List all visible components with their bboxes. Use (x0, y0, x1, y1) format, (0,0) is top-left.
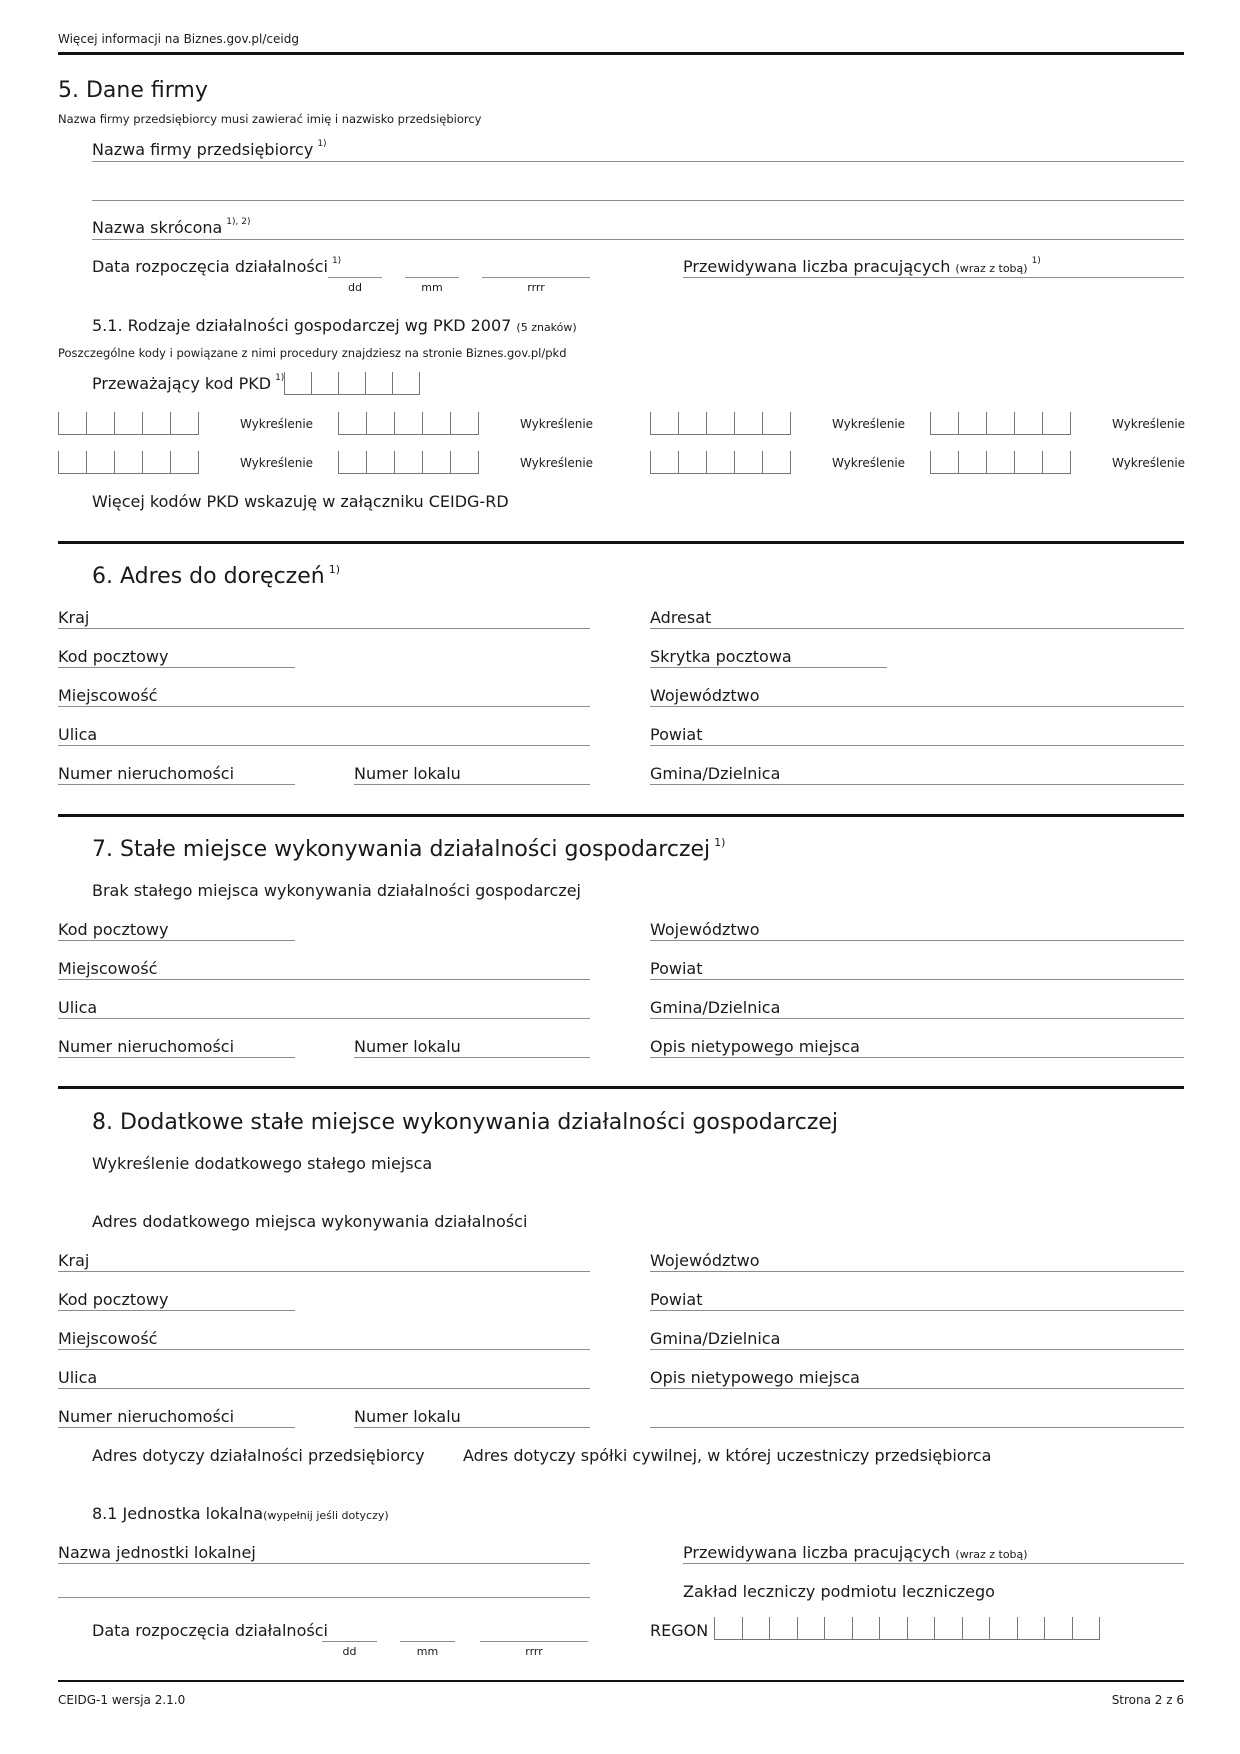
pkd-info: Poszczególne kody i powiązane z nimi procedury znajdziesz na stronie Biznes.gov.pl/pkd (58, 346, 567, 360)
country-label: Kraj (58, 1251, 90, 1270)
local-unit-name-label: Nazwa jednostki lokalnej (58, 1543, 256, 1562)
section-divider (58, 1086, 1184, 1089)
firm-name-field[interactable] (92, 161, 1184, 162)
city-label: Miejscowość (58, 959, 158, 978)
unit-start-year-field[interactable] (480, 1641, 588, 1642)
local-unit-name-field-line-2[interactable] (58, 1597, 590, 1598)
footer-rule (58, 1680, 1184, 1682)
municipality-field[interactable] (650, 1349, 1184, 1350)
regon-label: REGON (650, 1621, 709, 1640)
pkd-strike-label[interactable]: Wykreślenie (520, 417, 594, 431)
header-info: Więcej informacji na Biznes.gov.pl/ceidg (58, 32, 299, 46)
pkd-strike-label[interactable]: Wykreślenie (832, 417, 906, 431)
postal-code-label: Kod pocztowy (58, 920, 169, 939)
pkd-code-boxes[interactable] (58, 412, 199, 435)
short-name-field[interactable] (92, 239, 1184, 240)
pkd-code-boxes[interactable] (650, 451, 791, 474)
civil-partnership-address-option[interactable]: Adres dotyczy spółki cywilnej, w której uczestniczy przedsiębiorca (463, 1446, 992, 1465)
municipality-label: Gmina/Dzielnica (650, 1329, 781, 1348)
month-caption: mm (416, 1645, 439, 1658)
unit-employees-field[interactable] (683, 1563, 1184, 1564)
footer-version: CEIDG-1 wersja 2.1.0 (58, 1693, 186, 1707)
building-number-field[interactable] (58, 1427, 295, 1428)
street-field[interactable] (58, 1388, 590, 1389)
apartment-number-label: Numer lokalu (354, 1407, 461, 1426)
street-label: Ulica (58, 1368, 98, 1387)
po-box-field[interactable] (650, 667, 887, 668)
section-6-title: 6. Adres do doręczeń $^{1)}$ (92, 563, 341, 589)
section-5-note: Nazwa firmy przedsiębiorcy musi zawierać imię i nazwisko przedsiębiorcy (58, 112, 482, 126)
section-5-title: 5. Dane firmy (58, 78, 208, 103)
firm-name-label: Nazwa firmy przedsiębiorcy $^{1)}$ (92, 139, 327, 159)
county-field[interactable] (650, 1310, 1184, 1311)
unusual-place-label: Opis nietypowego miejsca (650, 1368, 860, 1387)
voivodeship-field[interactable] (650, 706, 1184, 707)
city-label: Miejscowość (58, 686, 158, 705)
day-caption: dd (348, 281, 362, 294)
country-field[interactable] (58, 1271, 590, 1272)
year-caption: rrrr (525, 1645, 543, 1658)
county-field[interactable] (650, 745, 1184, 746)
pkd-title: 5.1. Rodzaje działalności gospodarczej wg PKD 2007 (5 znaków) (92, 316, 577, 335)
county-field[interactable] (650, 979, 1184, 980)
building-number-field[interactable] (58, 1057, 295, 1058)
employees-label: Przewidywana liczba pracujących (wraz z tobą)$^{1)}$ (683, 256, 1041, 276)
year-caption: rrrr (527, 281, 545, 294)
po-box-label: Skrytka pocztowa (650, 647, 792, 666)
city-field[interactable] (58, 1349, 590, 1350)
voivodeship-label: Województwo (650, 920, 760, 939)
pkd-code-boxes[interactable] (58, 451, 199, 474)
building-number-field[interactable] (58, 784, 295, 785)
no-fixed-place-option[interactable]: Brak stałego miejsca wykonywania działalności gospodarczej (92, 881, 581, 900)
apartment-number-field[interactable] (354, 784, 590, 785)
pkd-main-label: Przeważający kod PKD $^{1)}$ (92, 373, 285, 393)
voivodeship-field[interactable] (650, 1271, 1184, 1272)
short-name-label: Nazwa skrócona $^{1), 2)}$ (92, 217, 251, 237)
local-unit-title: 8.1 Jednostka lokalna(wypełnij jeśli dotyczy) (92, 1504, 389, 1523)
unit-start-month-field[interactable] (400, 1641, 455, 1642)
pkd-code-boxes[interactable] (930, 451, 1071, 474)
unusual-place-field[interactable] (650, 1057, 1184, 1058)
footer-page: Strona 2 z 6 (1111, 1693, 1184, 1707)
apartment-number-field[interactable] (354, 1057, 590, 1058)
addressee-field[interactable] (650, 628, 1184, 629)
city-field[interactable] (58, 706, 590, 707)
country-field[interactable] (58, 628, 590, 629)
municipality-label: Gmina/Dzielnica (650, 764, 781, 783)
postal-code-field[interactable] (58, 940, 295, 941)
unit-start-day-field[interactable] (322, 1641, 377, 1642)
start-date-month-field[interactable] (405, 277, 459, 278)
section-7-title: 7. Stałe miejsce wykonywania działalności gospodarczej $^{1)}$ (92, 836, 726, 862)
city-label: Miejscowość (58, 1329, 158, 1348)
unit-start-date-label: Data rozpoczęcia działalności (92, 1621, 328, 1640)
apartment-number-label: Numer lokalu (354, 764, 461, 783)
pkd-code-boxes[interactable] (650, 412, 791, 435)
pkd-more-option[interactable]: Więcej kodów PKD wskazuję w załączniku CEIDG-RD (92, 492, 509, 511)
pkd-code-boxes[interactable] (338, 451, 479, 474)
header-rule (58, 52, 1184, 55)
addressee-label: Adresat (650, 608, 712, 627)
unusual-place-field-line-2[interactable] (650, 1427, 1184, 1428)
entrepreneur-address-option[interactable]: Adres dotyczy działalności przedsiębiorcy (92, 1446, 425, 1465)
postal-code-field[interactable] (58, 667, 295, 668)
street-field[interactable] (58, 745, 590, 746)
unusual-place-field[interactable] (650, 1388, 1184, 1389)
unusual-place-label: Opis nietypowego miejsca (650, 1037, 860, 1056)
voivodeship-label: Województwo (650, 1251, 760, 1270)
city-field[interactable] (58, 979, 590, 980)
country-label: Kraj (58, 608, 90, 627)
voivodeship-label: Województwo (650, 686, 760, 705)
apartment-number-field[interactable] (354, 1427, 590, 1428)
pkd-strike-label[interactable]: Wykreślenie (520, 456, 594, 470)
start-date-day-field[interactable] (328, 277, 382, 278)
strike-additional-place-option[interactable]: Wykreślenie dodatkowego stałego miejsca (92, 1154, 433, 1173)
county-label: Powiat (650, 959, 703, 978)
day-caption: dd (342, 1645, 357, 1658)
additional-address-heading: Adres dodatkowego miejsca wykonywania działalności (92, 1212, 528, 1231)
month-caption: mm (421, 281, 443, 294)
unit-employees-label: Przewidywana liczba pracujących (wraz z tobą) (683, 1543, 1028, 1562)
street-field[interactable] (58, 1018, 590, 1019)
local-unit-name-field[interactable] (58, 1563, 590, 1564)
pkd-strike-label[interactable]: Wykreślenie (240, 456, 314, 470)
building-number-label: Numer nieruchomości (58, 764, 235, 783)
pkd-strike-label[interactable]: Wykreślenie (832, 456, 906, 470)
regon-boxes[interactable] (714, 1617, 1100, 1640)
municipality-label: Gmina/Dzielnica (650, 998, 781, 1017)
firm-name-field-line-2[interactable] (92, 200, 1184, 201)
section-divider (58, 541, 1184, 544)
voivodeship-field[interactable] (650, 940, 1184, 941)
pkd-strike-label[interactable]: Wykreślenie (1112, 456, 1186, 470)
county-label: Powiat (650, 1290, 703, 1309)
municipality-field[interactable] (650, 1018, 1184, 1019)
pkd-code-boxes[interactable] (930, 412, 1071, 435)
postal-code-label: Kod pocztowy (58, 647, 169, 666)
pkd-code-boxes[interactable] (338, 412, 479, 435)
start-date-label: Data rozpoczęcia działalności $^{1)}$ (92, 256, 342, 276)
postal-code-field[interactable] (58, 1310, 295, 1311)
municipality-field[interactable] (650, 784, 1184, 785)
street-label: Ulica (58, 725, 98, 744)
medical-facility-option[interactable]: Zakład leczniczy podmiotu leczniczego (683, 1582, 995, 1601)
section-8-title: 8. Dodatkowe stałe miejsce wykonywania działalności gospodarczej (92, 1110, 839, 1135)
pkd-strike-label[interactable]: Wykreślenie (240, 417, 314, 431)
apartment-number-label: Numer lokalu (354, 1037, 461, 1056)
employees-field[interactable] (683, 277, 1184, 278)
building-number-label: Numer nieruchomości (58, 1407, 235, 1426)
start-date-year-field[interactable] (482, 277, 590, 278)
section-divider (58, 814, 1184, 817)
building-number-label: Numer nieruchomości (58, 1037, 235, 1056)
postal-code-label: Kod pocztowy (58, 1290, 169, 1309)
pkd-strike-label[interactable]: Wykreślenie (1112, 417, 1186, 431)
street-label: Ulica (58, 998, 98, 1017)
pkd-main-code-boxes[interactable] (284, 372, 420, 395)
county-label: Powiat (650, 725, 703, 744)
